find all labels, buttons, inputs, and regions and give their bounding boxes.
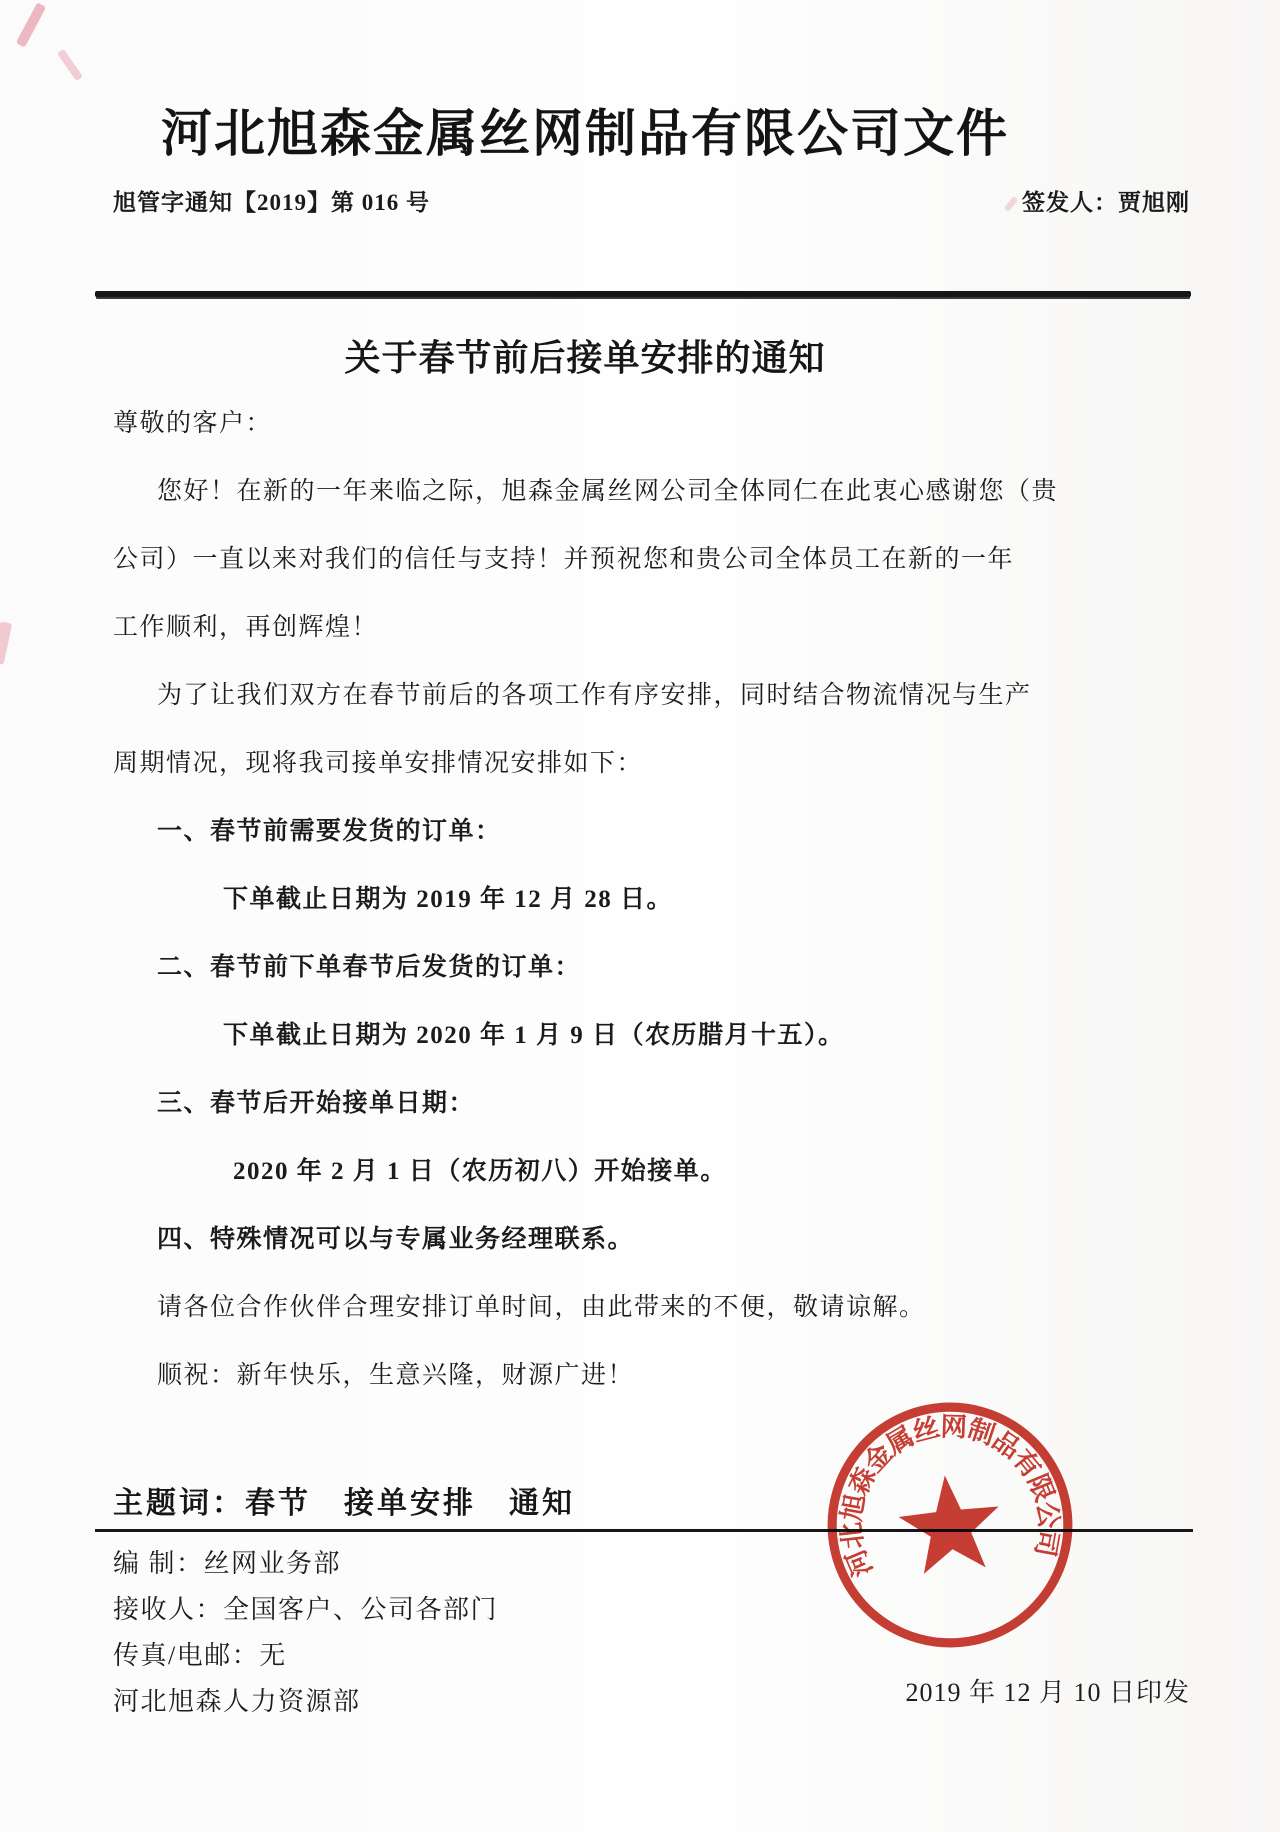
notice-body	[113, 390, 1059, 1410]
notice-title: 关于春节前后接单安排的通知	[344, 338, 826, 378]
compiled-by-line: 编 制：丝网业务部	[113, 1549, 342, 1578]
recipients-line: 接收人：全国客户、公司各部门	[113, 1595, 499, 1624]
scan-artifact	[16, 2, 46, 47]
document-meta-row	[113, 184, 1190, 217]
subject-keywords: 主题词：春节 接单安排 通知	[113, 1487, 575, 1520]
list-item-detail: 下单截止日期为 2019 年 12 月 28 日。	[223, 886, 674, 913]
list-item-heading: 四、特殊情况可以与专属业务经理联系。	[157, 1226, 635, 1253]
doc-number: 旭管字通知【2019】第 016 号	[113, 190, 430, 215]
body-line: 您好！在新的一年来临之际，旭森金属丝网公司全体同仁在此衷心感谢您（贵	[157, 478, 1059, 505]
closing-line: 顺祝：新年快乐，生意兴隆，财源广进！	[157, 1362, 635, 1389]
body-line: 工作顺利，再创辉煌！	[113, 614, 379, 641]
company-letterhead-title: 河北旭森金属丝网制品有限公司文件	[160, 107, 1009, 163]
list-item-detail: 2020 年 2 月 1 日（农历初八）开始接单。	[233, 1158, 727, 1185]
list-item-heading: 二、春节前下单春节后发货的订单：	[157, 954, 582, 981]
issuer-name: 签发人：贾旭刚	[1022, 190, 1190, 215]
list-item-heading: 三、春节后开始接单日期：	[157, 1090, 476, 1117]
seal-star-icon	[895, 1470, 1005, 1576]
salutation-line: 尊敬的客户：	[113, 410, 273, 437]
seal-graphic	[810, 1385, 1089, 1664]
list-item-detail: 下单截止日期为 2020 年 1 月 9 日（农历腊月十五）。	[223, 1022, 845, 1049]
body-line: 请各位合作伙伴合理安排订单时间，由此带来的不便，敬请谅解。	[157, 1294, 926, 1321]
header-divider	[95, 291, 1191, 297]
list-item-heading: 一、春节前需要发货的订单：	[157, 818, 502, 845]
seal-text: 河北旭森金属丝网制品有限公司	[835, 1411, 1065, 1581]
print-date: 2019 年 12 月 10 日印发	[905, 1678, 1190, 1707]
footer-info	[113, 1541, 498, 1725]
fax-email-line: 传真/电邮：无	[113, 1641, 287, 1670]
department-line: 河北旭森人力资源部	[113, 1687, 361, 1716]
scan-artifact	[57, 49, 83, 81]
body-line: 公司）一直以来对我们的信任与支持！并预祝您和贵公司全体员工在新的一年	[113, 546, 1015, 573]
body-line: 周期情况，现将我司接单安排情况安排如下：	[113, 750, 644, 777]
official-seal	[810, 1385, 1089, 1664]
body-line: 为了让我们双方在春节前后的各项工作有序安排，同时结合物流情况与生产	[157, 682, 1032, 709]
scan-artifact	[0, 621, 12, 665]
